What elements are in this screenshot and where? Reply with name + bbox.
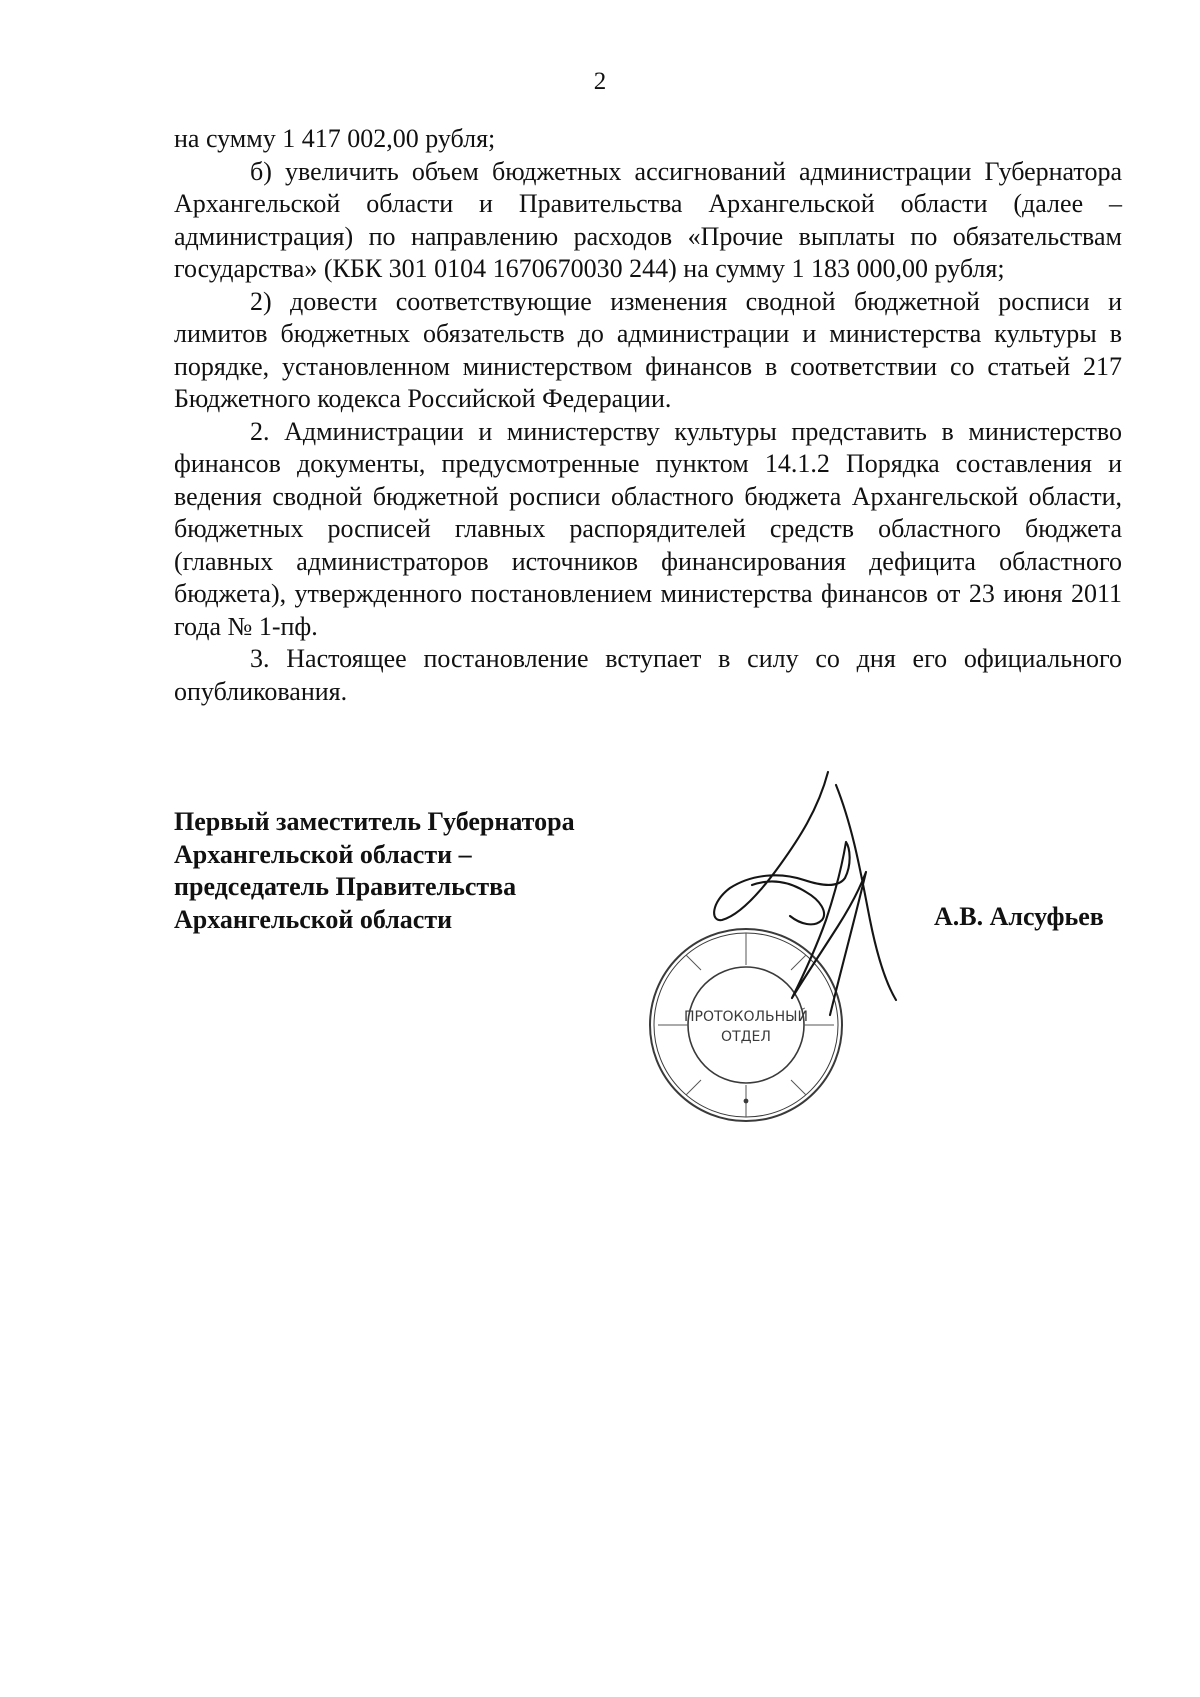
signatory-position-line: Архангельской области – [174, 839, 472, 869]
signatory-name: А.В. Алсуфьев [934, 902, 1104, 931]
signatory-position-line: председатель Правительства [174, 872, 517, 901]
paragraph: б) увеличить объем бюджетных ассигнований администрации Губернатора Архангельской области и Правительства Архангельской области (далее – администрация) по направлению расходов «Прочие выплаты по обязательствам государства» (КБК 301 0104 1670670030 244) на сумму 1 183 000,00 рубля; [174, 156, 1122, 283]
stamp-text-department: ОТДЕЛ [721, 1029, 771, 1045]
paragraph: на сумму 1 417 002,00 рубля; [174, 124, 496, 153]
document-body [174, 123, 1122, 708]
paragraph: 2) довести соответствующие изменения сводной бюджетной росписи и лимитов бюджетных обязательств до администрации и министерства культуры в порядке, установленном министерством финансов в соответствии со статьей 217 Бюджетного кодекса Российской Федерации. [174, 286, 1122, 413]
signatory-position-line: Архангельской области [174, 904, 453, 934]
page-number: 2 [593, 68, 607, 95]
paragraph: 3. Настоящее постановление вступает в силу со дня его официального опубликования. [174, 644, 1122, 706]
stamp-text-protocol: ПРОТОКОЛЬНЫЙ [683, 1009, 809, 1025]
signatory-position [174, 806, 694, 936]
signatory-position-line: Первый заместитель Губернатора [174, 807, 575, 836]
paragraph: 2. Администрации и министерству культуры представить в министерство финансов документы, предусмотренные пунктом 14.1.2 Порядка составления и ведения сводной бюджетной росписи областного бюджета Архангельской области, бюджетных росписей главных распорядителей средств областного бюджета (главных администраторов источников финансирования дефицита областного бюджета), утвержденного постановлением министерства финансов от 23 июня 2011 года № 1-пф. [174, 416, 1122, 641]
handwritten-signature [640, 770, 940, 1070]
